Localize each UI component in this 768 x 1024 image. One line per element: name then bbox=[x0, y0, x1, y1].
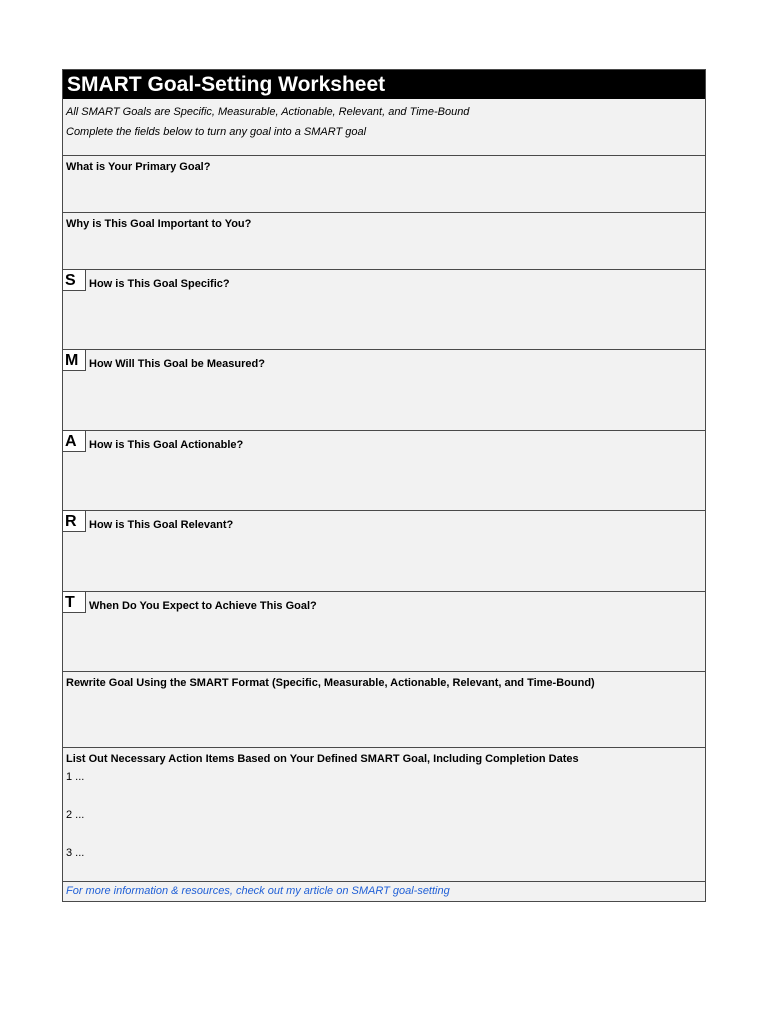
intro-section bbox=[63, 99, 705, 156]
why-important-label: Why is This Goal Important to You? bbox=[66, 218, 252, 230]
why-important-field[interactable] bbox=[63, 213, 705, 270]
rewrite-goal-label: Rewrite Goal Using the SMART Format (Specific, Measurable, Actionable, Relevant, and Time-Bound) bbox=[66, 677, 595, 689]
footer-article-link[interactable]: For more information & resources, check out my article on SMART goal-setting bbox=[66, 885, 450, 897]
relevant-field[interactable] bbox=[63, 511, 705, 592]
actionable-field[interactable] bbox=[63, 431, 705, 511]
letter-s-badge: S bbox=[63, 270, 86, 291]
actionable-label: How is This Goal Actionable? bbox=[89, 439, 244, 451]
specific-field[interactable] bbox=[63, 270, 705, 350]
specific-label: How is This Goal Specific? bbox=[89, 278, 230, 290]
action-item-2[interactable]: 2 ... bbox=[66, 809, 85, 821]
action-items-label: List Out Necessary Action Items Based on Your Defined SMART Goal, Including Completion Dates bbox=[66, 753, 579, 765]
time-bound-field[interactable] bbox=[63, 592, 705, 672]
action-item-3[interactable]: 3 ... bbox=[66, 847, 85, 859]
letter-m-badge: M bbox=[63, 350, 86, 371]
relevant-label: How is This Goal Relevant? bbox=[89, 519, 234, 531]
primary-goal-field[interactable] bbox=[63, 156, 705, 213]
measurable-field[interactable] bbox=[63, 350, 705, 431]
rewrite-goal-field[interactable] bbox=[63, 672, 705, 748]
action-items-field[interactable] bbox=[63, 748, 705, 882]
intro-line-2: Complete the fields below to turn any goal into a SMART goal bbox=[66, 126, 367, 138]
worksheet-title: SMART Goal-Setting Worksheet bbox=[63, 70, 705, 99]
measurable-label: How Will This Goal be Measured? bbox=[89, 358, 265, 370]
primary-goal-label: What is Your Primary Goal? bbox=[66, 161, 211, 173]
time-bound-label: When Do You Expect to Achieve This Goal? bbox=[89, 600, 317, 612]
intro-line-1: All SMART Goals are Specific, Measurable, Actionable, Relevant, and Time-Bound bbox=[66, 106, 470, 118]
letter-r-badge: R bbox=[63, 511, 86, 532]
letter-t-badge: T bbox=[63, 592, 86, 613]
letter-a-badge: A bbox=[63, 431, 86, 452]
worksheet-table bbox=[62, 69, 706, 902]
action-item-1[interactable]: 1 ... bbox=[66, 771, 85, 783]
